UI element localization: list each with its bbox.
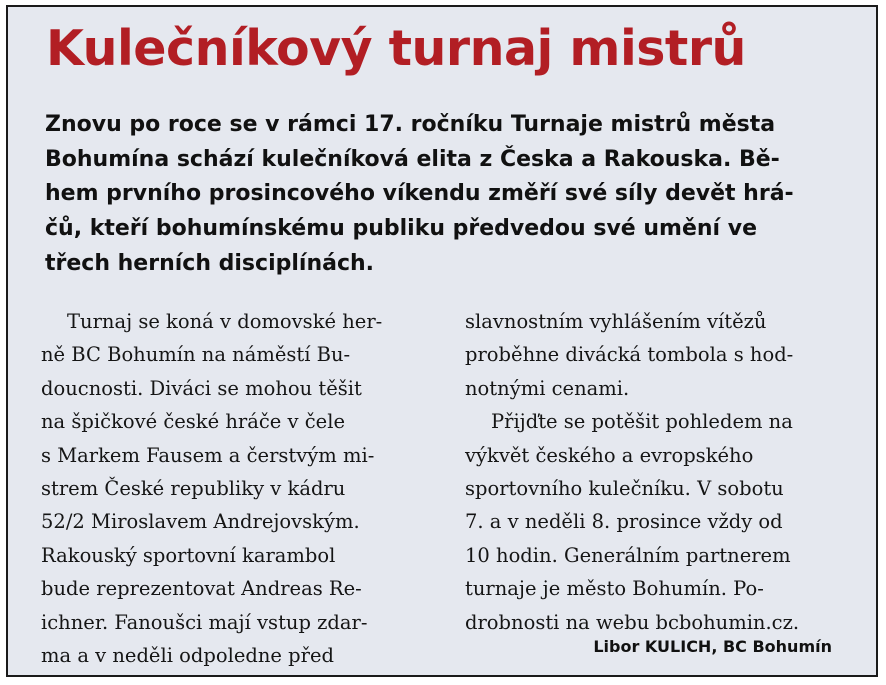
- body-line: Rakouský sportovní karambol: [41, 543, 336, 567]
- body-line: 52/2 Miroslavem Andrejovským.: [41, 510, 360, 534]
- body-line: drobnosti na webu bcbohumin.cz.: [465, 610, 800, 634]
- body-line: strem České republiky v kádru: [41, 477, 346, 501]
- body-line: ma a v neděli odpoledne před: [41, 644, 334, 668]
- body-line: výkvět českého a evropského: [465, 443, 754, 467]
- lead-line: hem prvního prosincového víkendu změří své síly devět hrá-: [45, 181, 794, 207]
- body-line: Turnaj se koná v domovské her-: [67, 310, 383, 333]
- body-line: na špičkové české hráče v čele: [41, 410, 345, 434]
- body-column-right: [465, 305, 863, 639]
- headline: Kulečníkový turnaj mistrů: [46, 20, 746, 77]
- body-line: ně BC Bohumín na náměstí Bu-: [41, 343, 351, 367]
- lead-line: Znovu po roce se v rámci 17. ročníku Turnaje mistrů města: [45, 112, 776, 137]
- body-line: turnaje je město Bohumín. Po-: [465, 577, 764, 601]
- lead-line: třech herních disciplínách.: [45, 250, 375, 276]
- body-line: doucnosti. Diváci se mohou těšit: [41, 376, 362, 400]
- body-line: Přijďte se potěšit pohledem na: [491, 410, 793, 434]
- lead-paragraph: [45, 108, 865, 282]
- body-line: 7. a v neděli 8. prosince vždy od: [465, 510, 783, 534]
- body-line: slavnostním vyhlášením vítězů: [465, 310, 767, 333]
- lead-line: Bohumína schází kulečníková elita z Česka a Rakouska. Bě-: [45, 146, 780, 172]
- byline: Libor KULICH, BC Bohumín: [593, 637, 832, 656]
- body-line: notnými cenami.: [465, 376, 630, 400]
- body-line: s Markem Fausem a čerstvým mi-: [41, 443, 375, 467]
- body-line: ichner. Fanoušci mají vstup zdar-: [41, 610, 368, 634]
- lead-line: čů, kteří bohumínskému publiku předvedou své umění ve: [45, 216, 758, 242]
- article-box: [6, 5, 878, 677]
- body-line: bude reprezentovat Andreas Re-: [41, 577, 362, 601]
- body-column-left: [41, 305, 431, 672]
- body-line: sportovního kulečníku. V sobotu: [465, 477, 784, 501]
- body-line: proběhne divácká tombola s hod-: [465, 343, 794, 367]
- body-line: 10 hodin. Generálním partnerem: [465, 543, 791, 567]
